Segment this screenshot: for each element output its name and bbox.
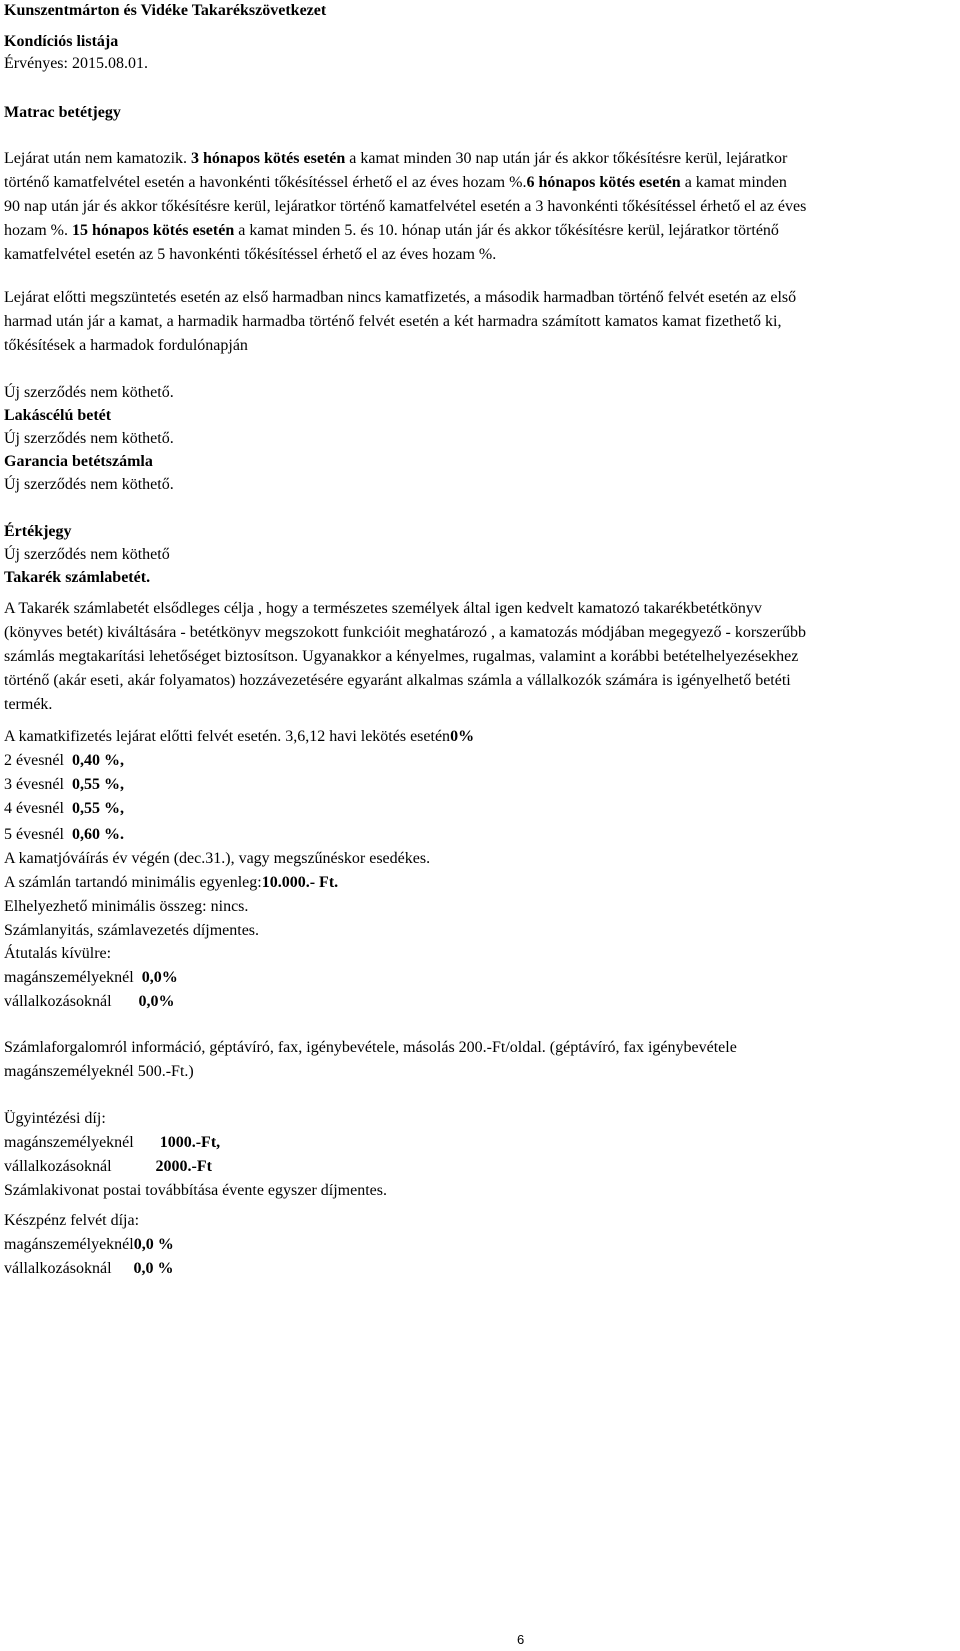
fee-row: magánszemélyeknél 1000.-Ft,	[4, 1134, 221, 1151]
garancia-note: Új szerződés nem köthető.	[4, 476, 174, 493]
rate-row: 3 évesnél 0,55 %,	[4, 776, 124, 793]
matrac-p2-line-3: tőkésítések a harmadok fordulónapján	[4, 337, 248, 354]
matrac-p1-line-1: Lejárat után nem kamatozik. 3 hónapos kötés esetén a kamat minden 30 nap után jár és akkor tőkésítésre kerül, lejáratkor	[4, 150, 788, 167]
matrac-no-contract: Új szerződés nem köthető.	[4, 384, 174, 401]
szamlabetet-intro-line-5: termék.	[4, 696, 53, 713]
fee-row: vállalkozásoknál 0,0%	[4, 993, 175, 1010]
szamlabetet-intro-line-1: A Takarék számlabetét elsődleges célja , hogy a természetes személyek által igen kedvelt kamatozó takarékbetétkönyv	[4, 600, 762, 617]
szamlabetet-intro-line-2: (könyves betét) kiváltására - betétkönyv megszokott funkcióit meghatározó , a kamatozás módjában megegyező - korszerűbb	[4, 624, 806, 641]
info-fee-line-1: Számlaforgalomról információ, géptávíró, fax, igénybevétele, másolás 200.-Ft/oldal. (géptávíró, fax igénybevétele	[4, 1039, 737, 1056]
rate-row: 2 évesnél 0,40 %,	[4, 752, 124, 769]
info-fee-line-2: magánszemélyeknél 500.-Ft.)	[4, 1063, 194, 1080]
min-balance: A számlán tartandó minimális egyenleg:10.000.- Ft.	[4, 874, 339, 891]
matrac-p1-line-2: történő kamatfelvétel esetén a havonkénti tőkésítéssel érhető el az éves hozam %.6 hónapos kötés esetén a kamat minden	[4, 174, 787, 191]
fee-row: magánszemélyeknél 0,0%	[4, 969, 178, 986]
fee-row: vállalkozásoknál 0,0 %	[4, 1260, 174, 1277]
document-title: Kondíciós listája	[4, 33, 119, 50]
fee-row: magánszemélyeknél0,0 %	[4, 1236, 174, 1253]
statement-note: Számlakivonat postai továbbítása évente egyszer díjmentes.	[4, 1182, 387, 1199]
early-withdrawal-rate: A kamatkifizetés lejárat előtti felvét esetén. 3,6,12 havi lekötés esetén0%	[4, 728, 475, 745]
validity-date: Érvényes: 2015.08.01.	[4, 55, 148, 72]
min-deposit: Elhelyezhető minimális összeg: nincs.	[4, 898, 249, 915]
szamlabetet-intro-line-4: történő (akár eseti, akár folyamatos) hozzávezetésére egyaránt alkalmas számla a vállalkozók számára is igényelhető betéti	[4, 672, 791, 689]
page-number: 6	[517, 1632, 525, 1647]
section-title-garancia: Garancia betétszámla	[4, 453, 153, 470]
matrac-p2-line-1: Lejárat előtti megszüntetés esetén az első harmadban nincs kamatfizetés, a második harmadban történő felvét esetén az első	[4, 289, 797, 306]
section-title-lakascelu: Lakáscélú betét	[4, 407, 112, 424]
account-fees-free: Számlanyitás, számlavezetés díjmentes.	[4, 922, 260, 939]
transfer-title: Átutalás kívülre:	[4, 945, 112, 962]
matrac-p1-line-4: hozam %. 15 hónapos kötés esetén a kamat minden 5. és 10. hónap után jár és akkor tőkésítésre kerül, lejáratkor történő	[4, 222, 779, 239]
rate-row: 5 évesnél 0,60 %.	[4, 826, 124, 843]
interest-credit-note: A kamatjóváírás év végén (dec.31.), vagy megszűnéskor esedékes.	[4, 850, 431, 867]
ertekjegy-note: Új szerződés nem köthető	[4, 546, 170, 563]
admin-fee-title: Ügyintézési díj:	[4, 1110, 106, 1127]
matrac-p1-line-5: kamatfelvétel esetén az 5 havonkénti tőkésítéssel érhető el az éves hozam %.	[4, 246, 497, 263]
matrac-p2-line-2: harmad után jár a kamat, a harmadik harmadba történő felvét esetén a két harmadra számított kamatos kamat fizethető ki,	[4, 313, 782, 330]
matrac-p1-line-3: 90 nap után jár és akkor tőkésítésre kerül, lejáratkor történő kamatfelvétel esetén a 3 havonkénti tőkésítéssel érhető el az éves	[4, 198, 807, 215]
section-title-ertekjegy: Értékjegy	[4, 523, 72, 540]
fee-row: vállalkozásoknál 2000.-Ft	[4, 1158, 212, 1175]
cash-fee-title: Készpénz felvét díja:	[4, 1212, 140, 1229]
szamlabetet-intro-line-3: számlás megtakarítási lehetőséget biztosítson. Ugyanakkor a kényelmes, rugalmas, valamint a korábbi betételhelyezésekhez	[4, 648, 799, 665]
lakascelu-note: Új szerződés nem köthető.	[4, 430, 174, 447]
bank-name: Kunszentmárton és Vidéke Takarékszövetkezet	[4, 2, 327, 19]
section-title-matrac: Matrac betétjegy	[4, 104, 121, 121]
rate-row: 4 évesnél 0,55 %,	[4, 800, 124, 817]
section-title-szamlabetet: Takarék számlabetét.	[4, 569, 151, 586]
